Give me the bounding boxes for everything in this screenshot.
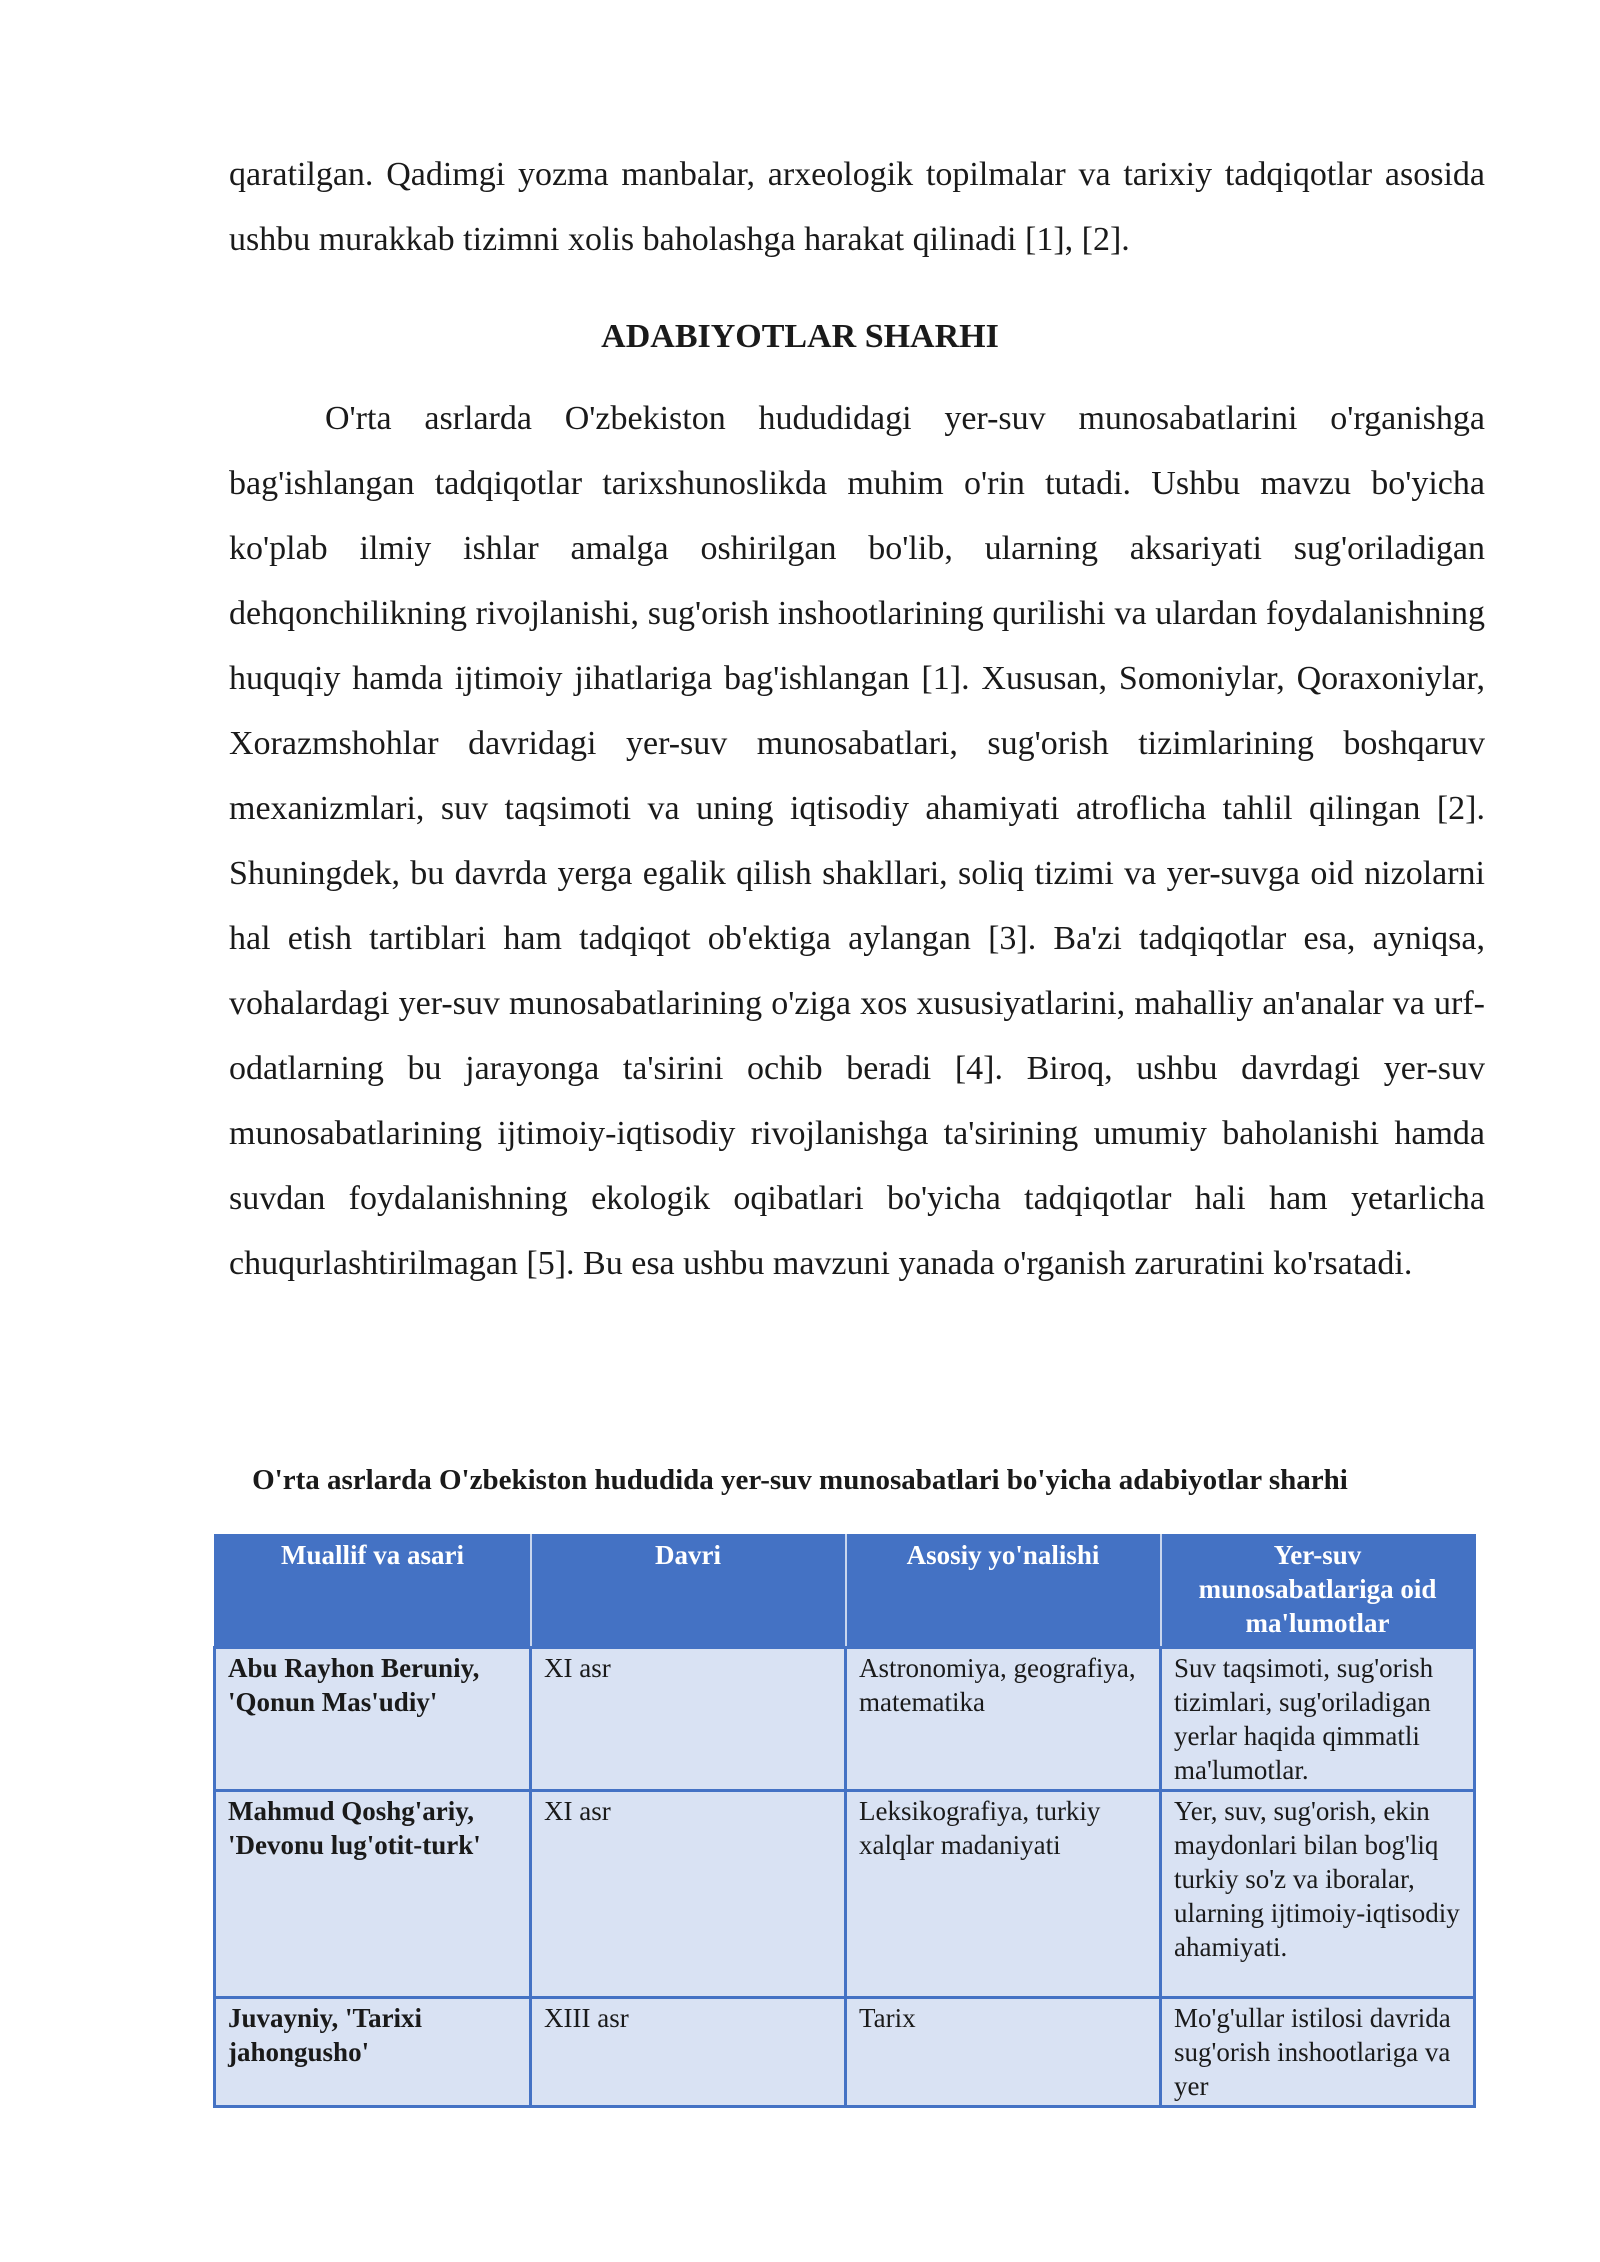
cell-period: XIII asr [531,1998,846,2107]
cell-author: Mahmud Qoshg'ariy, 'Devonu lug'otit-turk' [215,1791,531,1998]
header-period: Davri [531,1535,846,1648]
header-direction: Asosiy yo'nalishi [846,1535,1161,1648]
cell-author: Juvayniy, 'Tarixi jahongusho' [215,1998,531,2107]
cell-author: Abu Rayhon Beruniy, 'Qonun Mas'udiy' [215,1648,531,1791]
table-row [215,1791,1475,1998]
table-header-row [215,1535,1475,1648]
header-author: Muallif va asari [215,1535,531,1648]
cell-period: XI asr [531,1791,846,1998]
header-land-water-info: Yer-suv munosabatlariga oid ma'lumotlar [1161,1535,1475,1648]
literature-table [213,1534,1476,2108]
literature-review-paragraph: O'rta asrlarda O'zbekiston hududidagi yer-suv munosabatlarini o'rganishga bag'ishlangan tadqiqotlar tarixshunoslikda muhim o'rin tutadi. Ushbu mavzu bo'yicha ko'plab ilmiy ishlar amalga oshirilgan bo'lib, ularning aksariyati sug'oriladigan dehqonchilikning rivojlanishi, sug'orish inshootlarining qurilishi va ulardan foydalanishning huquqiy hamda ijtimoiy jihatlariga bag'ishlangan [1]. Xususan, Somoniylar, Qoraxoniylar, Xorazmshohlar davridagi yer-suv munosabatlari, sug'orish tizimlarining boshqaruv mexanizmlari, suv taqsimoti va uning iqtisodiy ahamiyati atroflicha tahlil qilingan [2]. Shuningdek, bu davrda yerga egalik qilish shakllari, soliq tizimi va yer-suvga oid nizolarni hal etish tartiblari ham tadqiqot ob'ektiga aylangan [3]. Ba'zi tadqiqotlar esa, ayniqsa, vohalardagi yer-suv munosabatlarining o'ziga xos xususiyatlarini, mahalliy an'analar va urf-odatlarning bu jarayonga ta'sirini ochib beradi [4]. Biroq, ushbu davrdagi yer-suv munosabatlarining ijtimoiy-iqtisodiy rivojlanishga ta'sirining umumiy baholanishi hamda suvdan foydalanishning ekologik oqibatlari bo'yicha tadqiqotlar hali ham yetarlicha chuqurlashtirilmagan [5]. Bu esa ushbu mavzuni yanada o'rganish zaruratini ko'rsatadi. [229,400,1485,1282]
cell-direction: Astronomiya, geografiya, matematika [846,1648,1161,1791]
section-heading: ADABIYOTLAR SHARHI [601,318,999,355]
intro-paragraph: qaratilgan. Qadimgi yozma manbalar, arxeologik topilmalar va tarixiy tadqiqotlar asosida ushbu murakkab tizimni xolis baholashga harakat qilinadi [1], [2]. [229,156,1485,258]
cell-period: XI asr [531,1648,846,1791]
table-caption: O'rta asrlarda O'zbekiston hududida yer-suv munosabatlari bo'yicha adabiyotlar sharhi [252,1464,1348,1496]
cell-info: Mo'g'ullar istilosi davrida sug'orish inshootlariga va yer [1161,1998,1475,2107]
cell-info: Yer, suv, sug'orish, ekin maydonlari bilan bog'liq turkiy so'z va iboralar, ularning ijtimoiy-iqtisodiy ahamiyati. [1161,1791,1475,1998]
table-row [215,1648,1475,1791]
table-row [215,1998,1475,2107]
cell-direction: Tarix [846,1998,1161,2107]
cell-info: Suv taqsimoti, sug'orish tizimlari, sug'oriladigan yerlar haqida qimmatli ma'lumotlar. [1161,1648,1475,1791]
cell-direction: Leksikografiya, turkiy xalqlar madaniyati [846,1791,1161,1998]
